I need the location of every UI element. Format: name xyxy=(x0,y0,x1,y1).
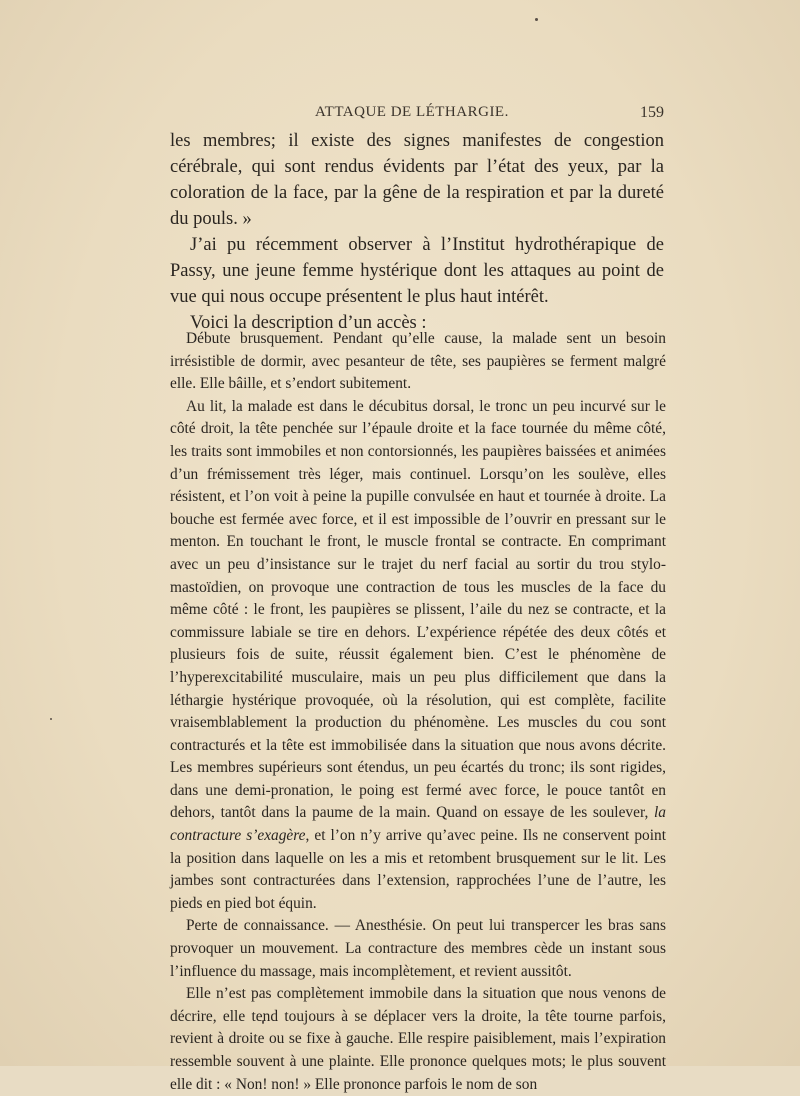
body-text: , et l’on n’y arrive qu’avec peine. Ils ne conservent point la position dans laquelle on les a mis et retombent brusquement sur le lit. Les jambes sont contracturées dans l’extension, rapprochées l’une de l’autre, les pieds en pied bot équin. xyxy=(170,827,666,912)
lead-paragraph: J’ai pu récemment observer à l’Institut hydrothérapique de Passy, une jeune femme hystérique dont les attaques au point de vue qui nous occupe présentent le plus haut intérêt. xyxy=(170,235,664,307)
lead-paragraph: les membres; il existe des signes manifestes de congestion cérébrale, qui sont rendus évidents par l’état des yeux, par la coloration de la face, par la gêne de la respiration et par la dureté du pouls. » xyxy=(170,131,664,229)
body-text: Au lit, la malade est dans le décubitus dorsal, le tronc un peu incurvé sur le côté droit, la tête penchée sur l’épaule droite et la face tournée du même côté, les traits sont immobiles et non contorsionnés, les paupières baissées et animées d’un frémissement très léger, mais continuel. Lorsqu’on les soulève, elles résistent, et l’on voit à peine la pupille convulsée en haut et tournée à droite. La bouche est fermée avec force, et il est impossible de l’ouvrir en pressant sur le menton. En touchant le front, le muscle frontal se contracte. En comprimant avec un peu d’insistance sur le trajet du nerf facial au sortir du trou stylo-mastoïdien, on provoque une contraction de tous les muscles de la face du même côté : le front, les paupières se plissent, l’aile du nez se contracte, et la commissure labiale se tire en dehors. L’expérience répétée des deux côtés et plusieurs fois de suite, réussit également bien. C’est le phénomène de l’hyperexcitabilité musculaire, mais un peu plus difficilement que dans la léthargie hystérique provoquée, où la résolution, qui est complète, facilite vraisemblablement la production du phénomène. Les muscles du cou sont contracturés et la tête est immobilisée dans la situation que nous avons décrite. Les membres supérieurs sont étendus, un peu écartés du tronc; ils sont rigides, dans une demi-pronation, le poing est fermé avec force, le pouce tantôt en dehors, tantôt dans la paume de la main. Quand on essaye de les soulever, xyxy=(170,397,666,822)
italic-phrase: la contracture s’exagère xyxy=(170,804,666,845)
body-paragraph: Débute brusquement. Pendant qu’elle cause, la malade sent un besoin irrésistible de dormir, avec pesanteur de tête, ses paupières se ferment malgré elle. Elle bâille, et s’endort subitement. xyxy=(170,330,666,393)
body-paragraph xyxy=(170,396,666,916)
page-header xyxy=(170,104,664,126)
paper-speck xyxy=(50,718,52,720)
paper-speck xyxy=(535,18,538,21)
case-description xyxy=(170,328,666,1096)
page-number: 159 xyxy=(640,104,664,121)
running-title: ATTAQUE DE LÉTHARGIE. xyxy=(315,104,509,120)
lead-paragraph: Voici la description d’un accès : xyxy=(190,313,427,333)
body-paragraph: Elle n’est pas complètement immobile dans la situation que nous venons de décrire, elle tend toujours à se déplacer vers la droite, la tête tourne parfois, revient à droite ou se fixe à gauche. Elle respire paisiblement, mais l’expiration ressemble souvent à une plainte. Elle prononce quelques mots; le plus souvent elle dit : « Non! non! » Elle prononce parfois le nom de son xyxy=(170,985,666,1093)
body-paragraph: Perte de connaissance. — Anesthésie. On peut lui transpercer les bras sans provoquer un mouvement. La contracture des membres cède un instant sous l’influence du massage, mais incomplètement, et revient aussitôt. xyxy=(170,917,666,980)
lead-text xyxy=(170,128,664,336)
